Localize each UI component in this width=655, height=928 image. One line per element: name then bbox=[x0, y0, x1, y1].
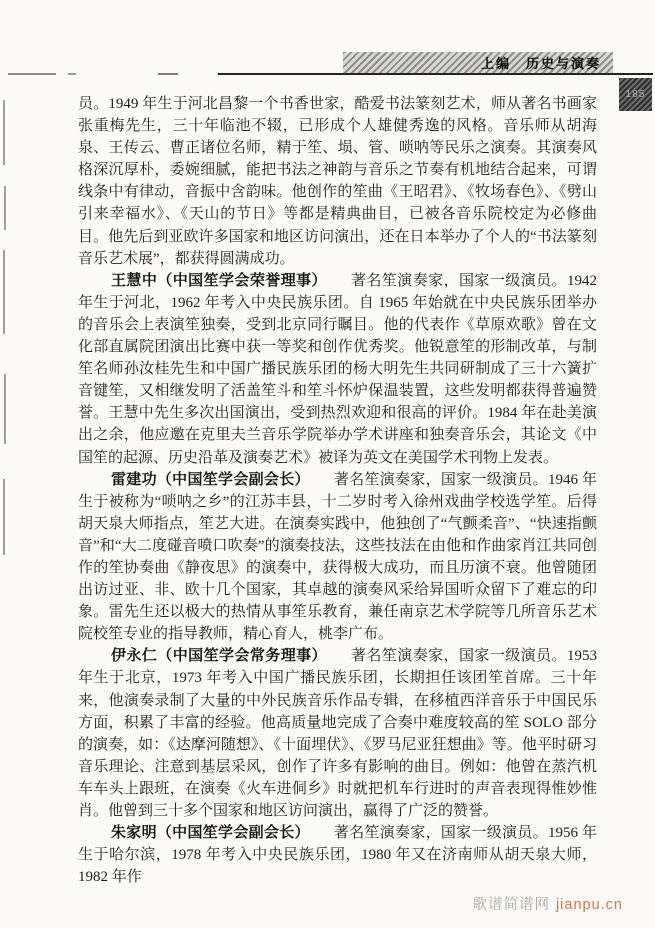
paragraph-yi-yongren bbox=[78, 645, 597, 822]
scan-artifact bbox=[3, 479, 5, 555]
header-rule bbox=[8, 73, 653, 75]
paragraph-lei-jiangong bbox=[78, 469, 597, 646]
paragraph-text: 著名笙演奏家，国家一级演员。1942 年生于河北，1962 年考入中央民族乐团。自 1965 年始就在中央民族乐团举办的音乐会上表演笙独奏，受到北京同行瞩目。他的代表作《草原欢歌》曾在文化部直属院团演出比赛中获一等奖和创作优秀奖。他锐意笙的形制改革，与制笙名师孙汝桂先生和中国广播民族乐团的杨大明先生共同研制成了三十六簧扩音键笙，又相继发明了活盖笙斗和笙斗怀炉保温装置，这些发明都获得普遍赞誉。王慧中先生多次出国演出，受到热烈欢迎和很高的评价。1984 年在赴美演出之余，他应邀在克里夫兰音乐学院举办学术讲座和独奏音乐会，其论文《中国笙的起源、历史沿革及演奏艺术》被译为英文在美国学术刊物上发表。 bbox=[78, 272, 597, 466]
entry-heading: 伊永仁（中国笙学会常务理事） bbox=[111, 647, 327, 665]
entry-heading: 雷建功（中国笙学会副会长） bbox=[111, 470, 310, 488]
scan-artifact bbox=[3, 250, 5, 334]
entry-heading: 王慧中（中国笙学会荣誉理事） bbox=[111, 271, 327, 289]
scan-artifact bbox=[4, 186, 6, 230]
paragraph-continuation bbox=[78, 93, 597, 270]
paragraph-text: 员。1949 年生于河北昌黎一个书香世家，酷爱书法篆刻艺术，师从著名书画家张重梅先生，三十年临池不辍，已形成个人雄健秀逸的风格。音乐师从胡海泉、王传云、曹正诸位名师，精于笙、埙、管、唢呐等民乐之演奏。其演奏风格深沉厚朴，委婉细腻，能把书法之神韵与音乐之节奏有机地结合起来，可谓线条中有律动，音振中含韵味。他创作的笙曲《王昭君》、《牧场春色》、《劈山引来幸福水》、《天山的节日》等都是精典曲目，已被各音乐院校定为必修曲目。他先后到亚欧许多国家和地区访问演出，还在日本举办了个人的“书法篆刻音乐艺术展”，都获得圆满成功。 bbox=[78, 96, 597, 267]
scan-artifact bbox=[3, 100, 5, 165]
watermark-site-url: jianpu.cn bbox=[555, 897, 623, 913]
page-number: 185 bbox=[625, 89, 646, 100]
section-header-band bbox=[343, 52, 613, 73]
watermark bbox=[472, 893, 623, 914]
paragraph-text: 著名笙演奏家，国家一级演员。1946 年生于被称为“唢呐之乡”的江苏丰县，十二岁时考入徐州戏曲学校选学笙。后得胡天泉大师指点，笙艺大进。在演奏实践中，他独创了“气颤柔音”、“快速指颤音”和“大二度碰音喷口吹奏”的演奏技法，这些技法在由他和作曲家肖江共同创作的笙协奏曲《静夜思》的演奏中，获得极大成功，而且历演不衰。他曾随团出访过亚、非、欧十几个国家，其卓越的演奏风采给异国听众留下了难忘的印象。雷先生还以极大的热情从事笙乐教育，兼任南京艺术学院等几所音乐艺术院校笙专业的指导教师，精心育人，桃李广布。 bbox=[78, 471, 597, 643]
paragraph-text: 著名笙演奏家，国家一级演员。1956 年生于哈尔滨，1978 年考入中央民族乐团，1980 年又在济南师从胡天泉大师，1982 年作 bbox=[78, 825, 597, 886]
scan-artifact bbox=[4, 374, 6, 444]
paragraph-wang-huizhong bbox=[78, 270, 597, 469]
entry-heading: 朱家明（中国笙学会副会长） bbox=[111, 824, 310, 842]
watermark-site-name: 歌谱简谱网 bbox=[472, 897, 550, 913]
paragraph-text: 著名笙演奏家，国家一级演员。1953 年生于北京，1973 年考入中国广播民族乐团，长期担任该团笙首席。三十年来，他演奏录制了大量的中外民族音乐作品专辑，在移植西洋音乐于中国民乐方面，积累了丰富的经验。他高质量地完成了合奏中难度较高的笙 SOLO 部分的演奏，如：《达摩河随想》、《十面埋伏》、《罗马尼亚狂想曲》等。他平时研习音乐理论、注意到基层采风，创作了许多有影响的曲目。例如：他曾在蒸汽机车车头上跟班，在演奏《火车进侗乡》时就把机车行进时的声音表现得惟妙惟肖。他曾到三十多个国家和地区访问演出，赢得了广泛的赞誉。 bbox=[78, 648, 597, 819]
paragraph-zhu-jiaming bbox=[78, 822, 597, 888]
page-number-badge bbox=[619, 78, 652, 111]
page-body bbox=[78, 93, 597, 888]
section-header-label: 上编 历史与演奏 bbox=[480, 56, 601, 71]
